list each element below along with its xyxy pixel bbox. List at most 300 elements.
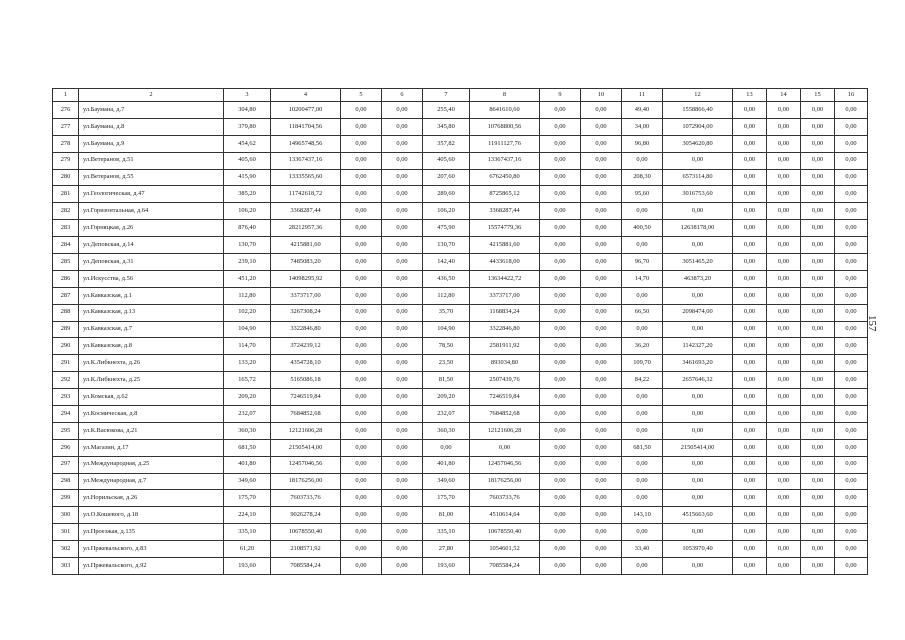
table-cell: 297 bbox=[53, 456, 79, 473]
table-cell: 0,00 bbox=[801, 135, 835, 152]
table-cell: 0,00 bbox=[341, 270, 382, 287]
table-cell: 7684852,68 bbox=[271, 406, 341, 423]
table-cell: 0,00 bbox=[663, 389, 733, 406]
table-cell: 0,00 bbox=[581, 135, 622, 152]
table-row bbox=[53, 439, 868, 456]
table-cell: 0,00 bbox=[581, 102, 622, 119]
table-cell: 0,00 bbox=[581, 558, 622, 575]
table-cell: 0,00 bbox=[382, 321, 423, 338]
table-cell: 0,00 bbox=[382, 186, 423, 203]
table-cell: 349,60 bbox=[224, 473, 271, 490]
table-cell: 0,00 bbox=[341, 287, 382, 304]
table-cell: 13367437,16 bbox=[470, 152, 540, 169]
table-cell: 0,00 bbox=[341, 524, 382, 541]
table-cell: 0,00 bbox=[801, 389, 835, 406]
table-cell: 0,00 bbox=[801, 102, 835, 119]
table-cell: 0,00 bbox=[663, 422, 733, 439]
table-cell: 0,00 bbox=[622, 321, 663, 338]
table-cell: 300 bbox=[53, 507, 79, 524]
address-cell: ул.К.Васюкова, д.21 bbox=[79, 422, 224, 439]
address-cell: ул.О.Кошевого, д.18 bbox=[79, 507, 224, 524]
table-cell: 0,00 bbox=[835, 135, 868, 152]
table-cell: 6762450,80 bbox=[470, 169, 540, 186]
table-cell: 0,00 bbox=[540, 490, 581, 507]
table-cell: 112,80 bbox=[224, 287, 271, 304]
address-cell: ул.Магазин, д.17 bbox=[79, 439, 224, 456]
table-cell: 0,00 bbox=[581, 355, 622, 372]
table-cell: 1168834,24 bbox=[470, 304, 540, 321]
table-cell: 0,00 bbox=[835, 507, 868, 524]
table-cell: 302 bbox=[53, 541, 79, 558]
table-row bbox=[53, 304, 868, 321]
table-cell: 349,60 bbox=[423, 473, 470, 490]
data-table bbox=[52, 88, 868, 575]
table-cell: 0,00 bbox=[540, 135, 581, 152]
table-cell: 209,20 bbox=[224, 389, 271, 406]
table-cell: 0,00 bbox=[801, 203, 835, 220]
table-cell: 0,00 bbox=[581, 152, 622, 169]
table-cell: 35,70 bbox=[423, 304, 470, 321]
table-cell: 0,00 bbox=[835, 422, 868, 439]
table-cell: 289,60 bbox=[423, 186, 470, 203]
table-cell: 133,20 bbox=[224, 355, 271, 372]
table-cell: 0,00 bbox=[733, 355, 767, 372]
table-cell: 401,80 bbox=[423, 456, 470, 473]
table-cell: 0,00 bbox=[581, 389, 622, 406]
table-cell: 282 bbox=[53, 203, 79, 220]
table-cell: 0,00 bbox=[341, 237, 382, 254]
table-cell: 0,00 bbox=[540, 102, 581, 119]
table-cell: 0,00 bbox=[663, 237, 733, 254]
table-cell: 0,00 bbox=[801, 270, 835, 287]
address-cell: ул.К.Либкнехта, д.26 bbox=[79, 355, 224, 372]
table-cell: 12121606,28 bbox=[271, 422, 341, 439]
table-cell: 0,00 bbox=[540, 270, 581, 287]
table-row bbox=[53, 422, 868, 439]
table-cell: 893034,80 bbox=[470, 355, 540, 372]
column-number-header: 15 bbox=[801, 89, 835, 102]
table-cell: 3322846,80 bbox=[470, 321, 540, 338]
address-cell: ул.Деповская, д.31 bbox=[79, 254, 224, 271]
table-cell: 0,00 bbox=[733, 507, 767, 524]
table-cell: 0,00 bbox=[540, 118, 581, 135]
table-cell: 0,00 bbox=[540, 237, 581, 254]
table-cell: 106,20 bbox=[224, 203, 271, 220]
address-cell: ул.Ветеранов, д.55 bbox=[79, 169, 224, 186]
table-cell: 0,00 bbox=[540, 186, 581, 203]
table-cell: 2098474,00 bbox=[663, 304, 733, 321]
table-cell: 0,00 bbox=[663, 152, 733, 169]
table-cell: 13634422,72 bbox=[470, 270, 540, 287]
address-cell: ул.Космическая, д.8 bbox=[79, 406, 224, 423]
table-cell: 2507439,76 bbox=[470, 372, 540, 389]
table-cell: 3368287,44 bbox=[470, 203, 540, 220]
table-cell: 3267308,24 bbox=[271, 304, 341, 321]
address-cell: ул.Ветеранов, д.51 bbox=[79, 152, 224, 169]
table-cell: 0,00 bbox=[767, 456, 801, 473]
table-cell: 0,00 bbox=[663, 203, 733, 220]
table-cell: 0,00 bbox=[801, 237, 835, 254]
table-cell: 0,00 bbox=[801, 118, 835, 135]
table-cell: 18176256,00 bbox=[271, 473, 341, 490]
column-number-header: 4 bbox=[271, 89, 341, 102]
table-cell: 0,00 bbox=[341, 439, 382, 456]
table-cell: 14965748,56 bbox=[271, 135, 341, 152]
table-cell: 0,00 bbox=[540, 439, 581, 456]
table-cell: 96,80 bbox=[622, 135, 663, 152]
table-cell: 15574779,36 bbox=[470, 220, 540, 237]
table-cell: 0,00 bbox=[540, 304, 581, 321]
table-cell: 0,00 bbox=[382, 456, 423, 473]
table-cell: 0,00 bbox=[622, 237, 663, 254]
table-cell: 0,00 bbox=[382, 338, 423, 355]
table-cell: 0,00 bbox=[733, 389, 767, 406]
table-cell: 11841704,56 bbox=[271, 118, 341, 135]
table-cell: 7085584,24 bbox=[271, 558, 341, 575]
table-cell: 0,00 bbox=[801, 490, 835, 507]
table-cell: 0,00 bbox=[341, 541, 382, 558]
table-cell: 0,00 bbox=[341, 355, 382, 372]
table-cell: 0,00 bbox=[767, 473, 801, 490]
address-cell: ул.Кавказская, д.7 bbox=[79, 321, 224, 338]
table-cell: 0,00 bbox=[540, 558, 581, 575]
table-cell: 0,00 bbox=[733, 203, 767, 220]
table-cell: 0,00 bbox=[835, 524, 868, 541]
table-row bbox=[53, 169, 868, 186]
table-cell: 207,60 bbox=[423, 169, 470, 186]
table-cell: 0,00 bbox=[540, 507, 581, 524]
table-cell: 12457046,56 bbox=[470, 456, 540, 473]
table-cell: 104,90 bbox=[423, 321, 470, 338]
table-cell: 0,00 bbox=[540, 456, 581, 473]
table-cell: 0,00 bbox=[767, 406, 801, 423]
table-cell: 208,30 bbox=[622, 169, 663, 186]
table-cell: 23,50 bbox=[423, 355, 470, 372]
table-cell: 95,60 bbox=[622, 186, 663, 203]
table-cell: 0,00 bbox=[540, 169, 581, 186]
table-cell: 0,00 bbox=[622, 152, 663, 169]
column-number-header: 10 bbox=[581, 89, 622, 102]
table-cell: 0,00 bbox=[835, 186, 868, 203]
table-cell: 0,00 bbox=[733, 473, 767, 490]
table-cell: 0,00 bbox=[581, 287, 622, 304]
table-cell: 13335565,60 bbox=[271, 169, 341, 186]
table-cell: 0,00 bbox=[801, 321, 835, 338]
address-cell: ул.Искусства, д.56 bbox=[79, 270, 224, 287]
table-cell: 290 bbox=[53, 338, 79, 355]
table-cell: 78,50 bbox=[423, 338, 470, 355]
table-row bbox=[53, 102, 868, 119]
table-cell: 3373717,00 bbox=[470, 287, 540, 304]
table-cell: 0,00 bbox=[622, 389, 663, 406]
table-cell: 335,10 bbox=[224, 524, 271, 541]
table-cell: 7684852,68 bbox=[470, 406, 540, 423]
table-cell: 0,00 bbox=[622, 456, 663, 473]
table-cell: 0,00 bbox=[622, 406, 663, 423]
table-cell: 0,00 bbox=[581, 118, 622, 135]
table-cell: 0,00 bbox=[382, 541, 423, 558]
table-row bbox=[53, 507, 868, 524]
table-cell: 400,50 bbox=[622, 220, 663, 237]
table-cell: 7603733,76 bbox=[470, 490, 540, 507]
table-cell: 379,80 bbox=[224, 118, 271, 135]
table-cell: 0,00 bbox=[382, 118, 423, 135]
table-cell: 0,00 bbox=[733, 338, 767, 355]
table-cell: 0,00 bbox=[581, 321, 622, 338]
table-cell: 0,00 bbox=[767, 220, 801, 237]
table-row bbox=[53, 372, 868, 389]
table-cell: 0,00 bbox=[733, 304, 767, 321]
table-cell: 0,00 bbox=[382, 524, 423, 541]
column-number-row bbox=[53, 89, 868, 102]
table-cell: 0,00 bbox=[733, 321, 767, 338]
table-cell: 0,00 bbox=[767, 389, 801, 406]
table-cell: 49,40 bbox=[622, 102, 663, 119]
table-cell: 0,00 bbox=[835, 169, 868, 186]
table-cell: 0,00 bbox=[767, 237, 801, 254]
table-cell: 7485083,20 bbox=[271, 254, 341, 271]
table-cell: 0,00 bbox=[733, 102, 767, 119]
table-cell: 0,00 bbox=[581, 237, 622, 254]
table-cell: 0,00 bbox=[835, 558, 868, 575]
table-cell: 0,00 bbox=[341, 220, 382, 237]
column-number-header: 9 bbox=[540, 89, 581, 102]
table-cell: 0,00 bbox=[341, 203, 382, 220]
table-cell: 1053970,40 bbox=[663, 541, 733, 558]
table-cell: 0,00 bbox=[767, 355, 801, 372]
table-cell: 4354728,10 bbox=[271, 355, 341, 372]
table-cell: 287 bbox=[53, 287, 79, 304]
table-cell: 0,00 bbox=[663, 456, 733, 473]
table-cell: 1054601,52 bbox=[470, 541, 540, 558]
table-cell: 0,00 bbox=[540, 524, 581, 541]
table-cell: 0,00 bbox=[341, 558, 382, 575]
table-cell: 0,00 bbox=[540, 389, 581, 406]
table-cell: 288 bbox=[53, 304, 79, 321]
table-cell: 12121606,28 bbox=[470, 422, 540, 439]
table-cell: 0,00 bbox=[733, 372, 767, 389]
table-cell: 0,00 bbox=[801, 372, 835, 389]
table-cell: 0,00 bbox=[835, 338, 868, 355]
table-cell: 289 bbox=[53, 321, 79, 338]
table-cell: 0,00 bbox=[341, 338, 382, 355]
table-cell: 0,00 bbox=[801, 220, 835, 237]
table-cell: 286 bbox=[53, 270, 79, 287]
address-cell: ул.Кавказская, д.8 bbox=[79, 338, 224, 355]
table-cell: 232,07 bbox=[423, 406, 470, 423]
table-cell: 0,00 bbox=[767, 135, 801, 152]
table-cell: 6573114,80 bbox=[663, 169, 733, 186]
table-cell: 0,00 bbox=[835, 287, 868, 304]
table-cell: 304,80 bbox=[224, 102, 271, 119]
table-cell: 7603733,76 bbox=[271, 490, 341, 507]
table-cell: 3016753,60 bbox=[663, 186, 733, 203]
table-cell: 0,00 bbox=[733, 135, 767, 152]
table-cell: 10678550,40 bbox=[271, 524, 341, 541]
table-cell: 0,00 bbox=[767, 203, 801, 220]
table-cell: 293 bbox=[53, 389, 79, 406]
table-cell: 14098295,92 bbox=[271, 270, 341, 287]
column-number-header: 11 bbox=[622, 89, 663, 102]
table-cell: 0,00 bbox=[767, 541, 801, 558]
table-row bbox=[53, 541, 868, 558]
table-cell: 0,00 bbox=[382, 287, 423, 304]
table-cell: 475,90 bbox=[423, 220, 470, 237]
column-number-header: 5 bbox=[341, 89, 382, 102]
address-cell: ул.Комская, д.62 bbox=[79, 389, 224, 406]
table-row bbox=[53, 287, 868, 304]
table-cell: 0,00 bbox=[622, 473, 663, 490]
table-cell: 0,00 bbox=[801, 541, 835, 558]
table-row bbox=[53, 270, 868, 287]
table-cell: 405,60 bbox=[224, 152, 271, 169]
table-cell: 193,60 bbox=[423, 558, 470, 575]
table-cell: 0,00 bbox=[733, 490, 767, 507]
table-cell: 0,00 bbox=[801, 456, 835, 473]
table-cell: 27,80 bbox=[423, 541, 470, 558]
table-cell: 0,00 bbox=[733, 422, 767, 439]
table-cell: 112,80 bbox=[423, 287, 470, 304]
table-cell: 232,07 bbox=[224, 406, 271, 423]
table-cell: 143,10 bbox=[622, 507, 663, 524]
table-cell: 104,90 bbox=[224, 321, 271, 338]
table-cell: 9026278,24 bbox=[271, 507, 341, 524]
table-cell: 0,00 bbox=[341, 304, 382, 321]
table-cell: 280 bbox=[53, 169, 79, 186]
table-cell: 0,00 bbox=[540, 254, 581, 271]
table-cell: 0,00 bbox=[622, 558, 663, 575]
table-cell: 0,00 bbox=[581, 220, 622, 237]
table-cell: 0,00 bbox=[801, 287, 835, 304]
table-cell: 3368287,44 bbox=[271, 203, 341, 220]
table-cell: 0,00 bbox=[382, 406, 423, 423]
table-cell: 0,00 bbox=[801, 186, 835, 203]
table-cell: 61,20 bbox=[224, 541, 271, 558]
table-cell: 175,70 bbox=[423, 490, 470, 507]
address-cell: ул.Проезжая, д.135 bbox=[79, 524, 224, 541]
table-cell: 0,00 bbox=[801, 558, 835, 575]
table-cell: 291 bbox=[53, 355, 79, 372]
table-cell: 5165086,18 bbox=[271, 372, 341, 389]
table-cell: 436,50 bbox=[423, 270, 470, 287]
table-cell: 360,30 bbox=[423, 422, 470, 439]
table-cell: 0,00 bbox=[470, 439, 540, 456]
table-cell: 0,00 bbox=[581, 524, 622, 541]
table-cell: 0,00 bbox=[341, 372, 382, 389]
table-cell: 0,00 bbox=[663, 490, 733, 507]
table-cell: 345,80 bbox=[423, 118, 470, 135]
table-cell: 4215881,60 bbox=[271, 237, 341, 254]
table-cell: 7085584,24 bbox=[470, 558, 540, 575]
table-cell: 0,00 bbox=[540, 338, 581, 355]
table-cell: 0,00 bbox=[581, 406, 622, 423]
table-cell: 0,00 bbox=[581, 304, 622, 321]
table-cell: 0,00 bbox=[581, 338, 622, 355]
table-cell: 4215881,60 bbox=[470, 237, 540, 254]
table-row bbox=[53, 118, 868, 135]
table-cell: 96,70 bbox=[622, 254, 663, 271]
table-cell: 0,00 bbox=[341, 186, 382, 203]
table-cell: 10768800,56 bbox=[470, 118, 540, 135]
table-cell: 0,00 bbox=[382, 439, 423, 456]
table-cell: 0,00 bbox=[382, 135, 423, 152]
table-cell: 1072904,00 bbox=[663, 118, 733, 135]
table-cell: 0,00 bbox=[382, 220, 423, 237]
table-cell: 0,00 bbox=[341, 169, 382, 186]
table-cell: 165,72 bbox=[224, 372, 271, 389]
table-cell: 0,00 bbox=[733, 558, 767, 575]
address-cell: ул.Пржевальского, д.83 bbox=[79, 541, 224, 558]
table-row bbox=[53, 321, 868, 338]
column-number-header: 14 bbox=[767, 89, 801, 102]
address-cell: ул.Баумана, д.8 bbox=[79, 118, 224, 135]
table-cell: 283 bbox=[53, 220, 79, 237]
table-cell: 0,00 bbox=[382, 558, 423, 575]
table-cell: 36,20 bbox=[622, 338, 663, 355]
table-row bbox=[53, 220, 868, 237]
table-cell: 0,00 bbox=[835, 237, 868, 254]
table-cell: 0,00 bbox=[801, 422, 835, 439]
table-cell: 0,00 bbox=[663, 558, 733, 575]
table-cell: 0,00 bbox=[801, 473, 835, 490]
table-cell: 0,00 bbox=[767, 169, 801, 186]
table-cell: 0,00 bbox=[835, 304, 868, 321]
table-cell: 0,00 bbox=[767, 422, 801, 439]
table-cell: 28212957,36 bbox=[271, 220, 341, 237]
table-cell: 876,40 bbox=[224, 220, 271, 237]
table-cell: 357,82 bbox=[423, 135, 470, 152]
table-cell: 0,00 bbox=[767, 372, 801, 389]
table-cell: 296 bbox=[53, 439, 79, 456]
table-cell: 294 bbox=[53, 406, 79, 423]
table-cell: 415,90 bbox=[224, 169, 271, 186]
table-cell: 0,00 bbox=[835, 406, 868, 423]
table-cell: 0,00 bbox=[767, 304, 801, 321]
table-cell: 0,00 bbox=[581, 372, 622, 389]
table-cell: 0,00 bbox=[540, 321, 581, 338]
column-number-header: 7 bbox=[423, 89, 470, 102]
table-cell: 0,00 bbox=[767, 490, 801, 507]
table-cell: 0,00 bbox=[382, 203, 423, 220]
table-cell: 0,00 bbox=[733, 406, 767, 423]
table-cell: 0,00 bbox=[382, 270, 423, 287]
table-cell: 0,00 bbox=[801, 439, 835, 456]
table-cell: 2581911,92 bbox=[470, 338, 540, 355]
column-number-header: 6 bbox=[382, 89, 423, 102]
table-cell: 142,40 bbox=[423, 254, 470, 271]
table-cell: 277 bbox=[53, 118, 79, 135]
table-cell: 0,00 bbox=[835, 254, 868, 271]
address-cell: ул.Геологическая, д.47 bbox=[79, 186, 224, 203]
table-cell: 278 bbox=[53, 135, 79, 152]
table-cell: 3373717,00 bbox=[271, 287, 341, 304]
table-cell: 0,00 bbox=[341, 389, 382, 406]
table-cell: 209,20 bbox=[423, 389, 470, 406]
table-cell: 0,00 bbox=[341, 118, 382, 135]
table-cell: 0,00 bbox=[733, 220, 767, 237]
table-cell: 0,00 bbox=[540, 473, 581, 490]
address-cell: ул.Баумана, д.7 bbox=[79, 102, 224, 119]
table-cell: 0,00 bbox=[622, 422, 663, 439]
table-row bbox=[53, 152, 868, 169]
address-cell: ул.К.Либкнехта, д.25 bbox=[79, 372, 224, 389]
table-cell: 0,00 bbox=[733, 287, 767, 304]
table-cell: 0,00 bbox=[382, 237, 423, 254]
table-cell: 0,00 bbox=[801, 169, 835, 186]
address-cell: ул.Баумана, д.9 bbox=[79, 135, 224, 152]
table-row bbox=[53, 490, 868, 507]
table-cell: 298 bbox=[53, 473, 79, 490]
